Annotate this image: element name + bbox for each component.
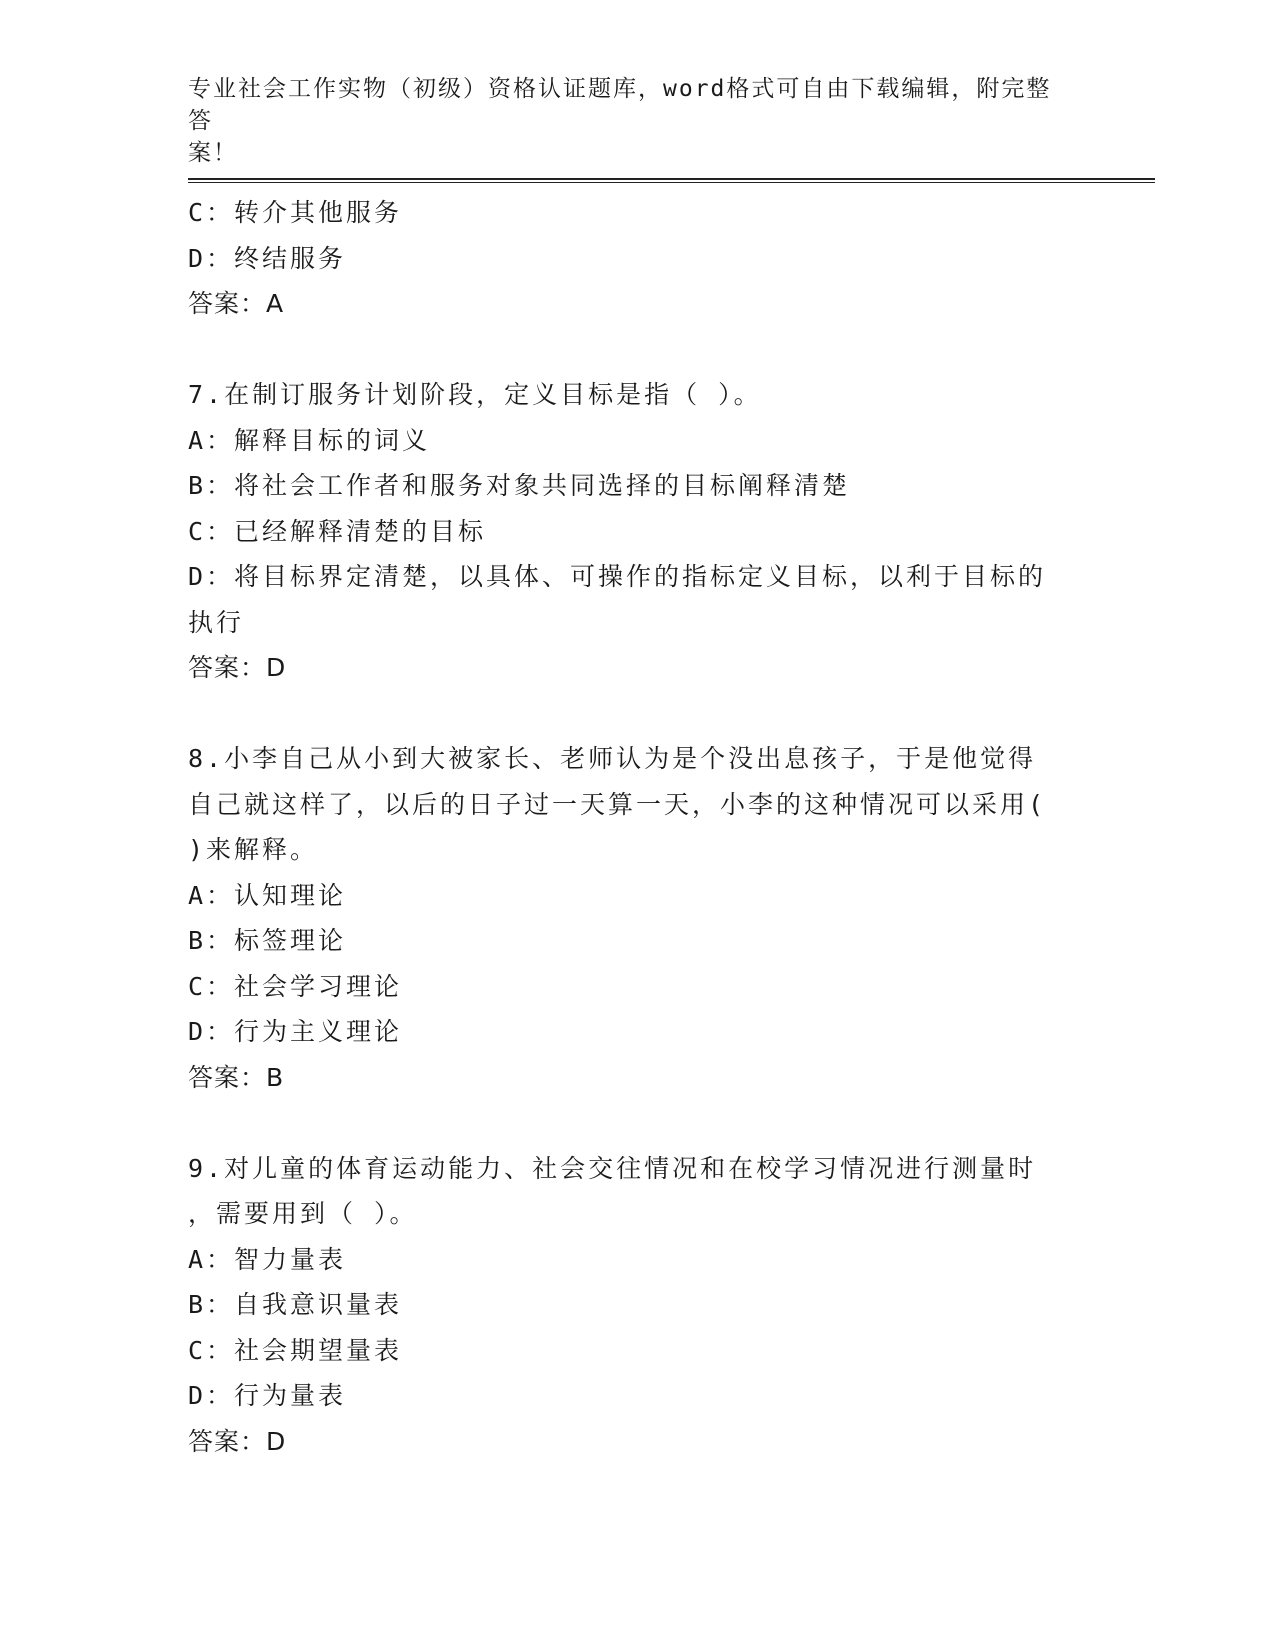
option-b: B：标签理论 [188,926,347,955]
question-9 [188,1146,1088,1465]
question-list [188,190,1088,1464]
page-header [188,73,1068,169]
question-stem-continued: 自己就这样了，以后的日子过一天算一天，小李的这种情况可以采用( [188,789,1047,819]
spacer [188,327,1088,373]
header-title-line-2: 案！ [188,140,238,166]
header-divider [188,178,1155,183]
option-c: C：社会学习理论 [188,971,403,1001]
question-7 [188,372,1088,691]
option-b: B：将社会工作者和服务对象共同选择的目标阐释清楚 [188,471,851,500]
option-c: C：转介其他服务 [188,198,403,227]
option-d: D：行为量表 [188,1381,347,1410]
answer: 答案：D [188,1426,287,1456]
option-d: D：将目标界定清楚，以具体、可操作的指标定义目标，以利于目标的 [188,562,1047,591]
question-6-continued [188,190,1088,327]
question-stem: 9.对儿童的体育运动能力、社会交往情况和在校学习情况进行测量时 [188,1153,1037,1183]
option-c: C：社会期望量表 [188,1335,403,1365]
option-d: D：行为主义理论 [188,1017,403,1046]
header-title-line-1: 专业社会工作实物（初级）资格认证题库，word格式可自由下载编辑，附完整答 [188,76,1052,134]
question-stem: 7.在制订服务计划阶段，定义目标是指（ ）。 [188,380,762,409]
option-d: D：终结服务 [188,243,347,273]
question-8 [188,736,1088,1100]
question-stem-continued: )来解释。 [188,835,319,864]
option-c: C：已经解释清楚的目标 [188,516,487,546]
spacer [188,691,1088,737]
answer: 答案：A [188,289,285,318]
answer: 答案：B [188,1062,285,1092]
option-b: B：自我意识量表 [188,1290,403,1319]
question-stem-continued: ，需要用到（ ）。 [188,1199,418,1228]
question-stem: 8.小李自己从小到大被家长、老师认为是个没出息孩子，于是他觉得 [188,744,1037,773]
spacer [188,1100,1088,1146]
option-d-continued: 执行 [188,607,245,637]
option-a: A：智力量表 [188,1244,347,1274]
option-a: A：认知理论 [188,880,347,910]
answer: 答案：D [188,653,287,682]
option-a: A：解释目标的词义 [188,425,431,455]
